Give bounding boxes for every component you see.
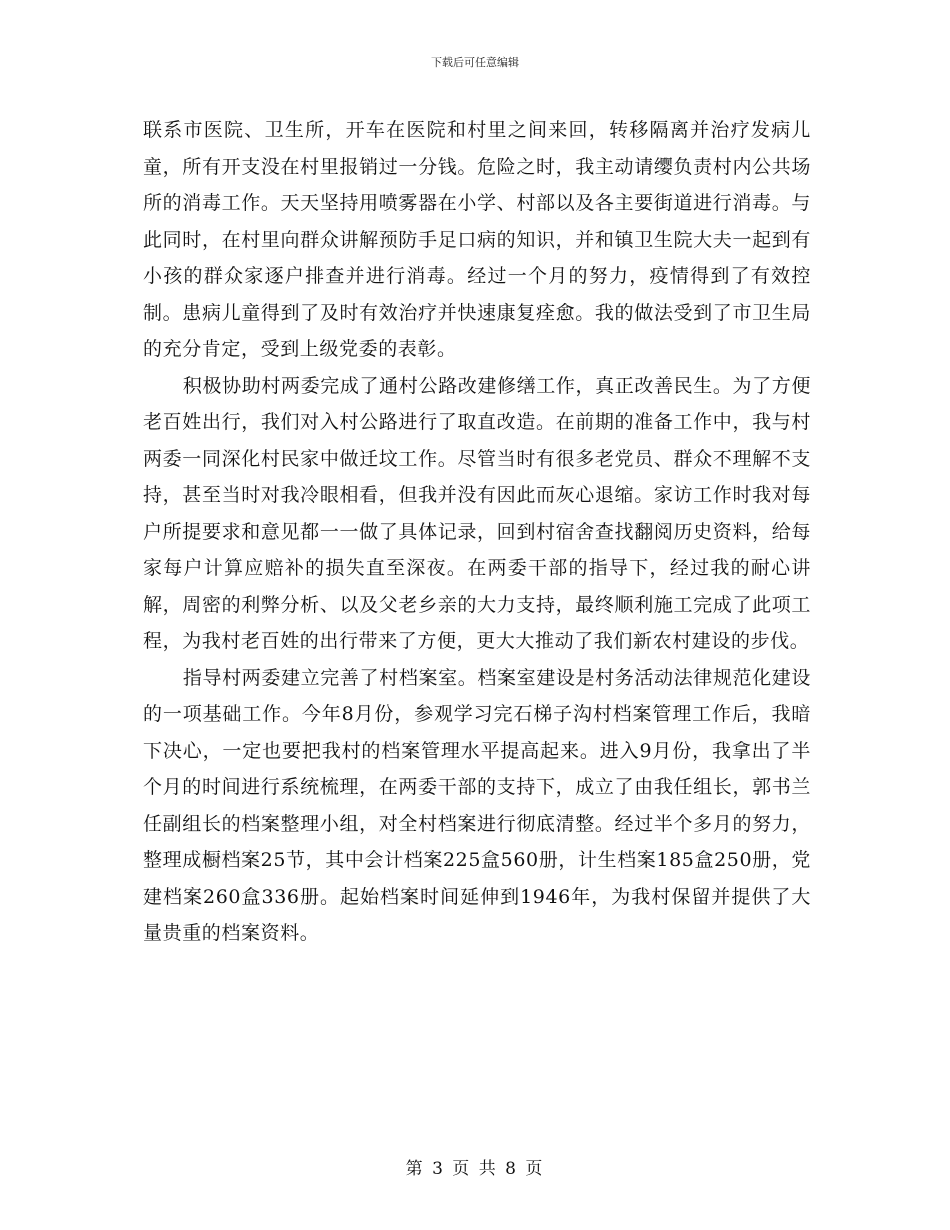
paragraph-archive-room: 指导村两委建立完善了村档案室。档案室建设是村务活动法律规范化建设的一项基础工作。今年8月份，参观学习完石梯子沟村档案管理工作后，我暗下决心，一定也要把我村的档案管理水平提高起来。进入9月份，我拿出了半个月的时间进行系统梳理，在两委干部的支持下，成立了由我任组长，郭书兰任副组长的档案整理小组，对全村档案进行彻底清整。经过半个多月的努力，整理成橱档案25节，其中会计档案225盒560册，计生档案185盒250册，党建档案260盒336册。起始档案时间延伸到1946年，为我村保留并提供了大量贵重的档案资料。 bbox=[143, 666, 811, 944]
document-body bbox=[143, 112, 811, 952]
paragraph-epidemic-response: 联系市医院、卫生所，开车在医院和村里之间来回，转移隔离并治疗发病儿童，所有开支没在村里报销过一分钱。危险之时，我主动请缨负责村内公共场所的消毒工作。天天坚持用喷雾器在小学、村部以及各主要街道进行消毒。与此同时，在村里向群众讲解预防手足口病的知识，并和镇卫生院大夫一起到有小孩的群众家逐户排查并进行消毒。经过一个月的努力，疫情得到了有效控制。患病儿童得到了及时有效治疗并快速康复痊愈。我的做法受到了市卫生局的充分肯定，受到上级党委的表彰。 bbox=[143, 119, 811, 360]
page-number: 第 3 页 共 8 页 bbox=[405, 1159, 545, 1179]
paragraph-road-renovation: 积极协助村两委完成了通村公路改建修缮工作，真正改善民生。为了方便老百姓出行，我们对入村公路进行了取直改造。在前期的准备工作中，我与村两委一同深化村民家中做迁坟工作。尽管当时有很多老党员、群众不理解不支持，甚至当时对我冷眼相看，但我并没有因此而灰心退缩。家访工作时我对每户所提要求和意见都一一做了具体记录，回到村宿舍查找翻阅历史资料，给每家每户计算应赔补的损失直至深夜。在两委干部的指导下，经过我的耐心讲解，周密的利弊分析、以及父老乡亲的大力支持，最终顺利施工完成了此项工程，为我村老百姓的出行带来了方便，更大大推动了我们新农村建设的步伐。 bbox=[143, 374, 811, 652]
header-note: 下载后可任意编辑 bbox=[431, 56, 519, 69]
